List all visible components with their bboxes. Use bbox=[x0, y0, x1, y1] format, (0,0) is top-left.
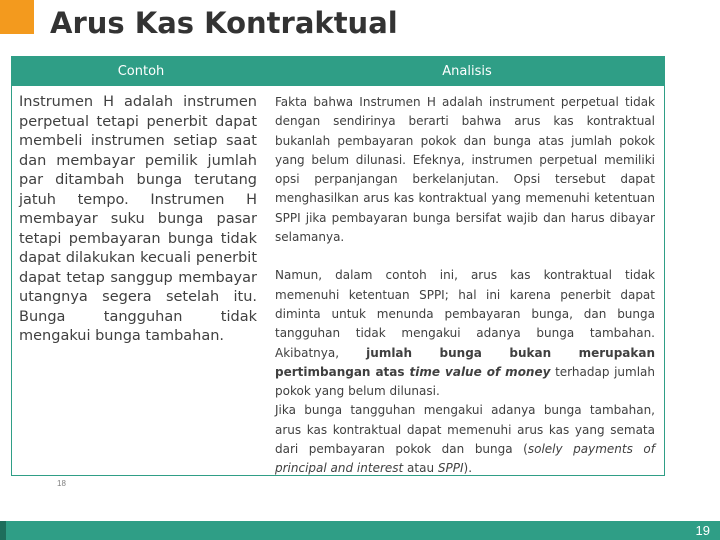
page-title: Arus Kas Kontraktual bbox=[50, 6, 398, 40]
analysis-p2-text: Namun, dalam contoh ini, arus kas kontraktual tidak memenuhi ketentuan SPPI; hal ini karena penerbit dapat diminta untuk menunda pembayaran bunga, dan bunga tangguhan tidak mengakui adanya bunga tambahan. Akibatnya, bbox=[275, 268, 655, 360]
header-contoh: Contoh bbox=[117, 64, 165, 79]
analysis-text bbox=[275, 93, 655, 479]
example-text bbox=[19, 93, 257, 347]
slide-number: 19 bbox=[695, 523, 710, 538]
header-analisis: Analisis bbox=[442, 64, 492, 79]
example-text-part1: Instrumen H adalah instrumen perpetual tetapi penerbit dapat membeli instrumen setiap saat dan membayar pemilik jumlah par ditambah bunga terutang jatuh tempo. bbox=[19, 94, 257, 208]
example-text-part2: Instrumen H membayar suku bunga pasar tetapi pembayaran bunga tidak dapat dilakukan kecuali penerbit dapat tetap sanggup membayar utangnya segera setelah itu. Bunga tangguhan tidak mengakui bunga tambahan. bbox=[19, 191, 258, 344]
analysis-p2-bold: jumlah bunga bukan merupakan pertimbangan atas bbox=[275, 345, 655, 379]
footer-bar bbox=[0, 521, 720, 540]
analysis-p3-italic: solely payments of principal and interest bbox=[275, 442, 655, 476]
analysis-paragraph-2 bbox=[275, 266, 655, 401]
analysis-p3-text: Jika bunga tangguhan mengakui adanya bunga tambahan, arus kas kontraktual dapat memenuhi arus kas yang semata dari pembayaran pokok dan bunga ( bbox=[275, 403, 655, 457]
analysis-paragraph-1: Fakta bahwa Instrumen H adalah instrument perpetual tidak dengan sendirinya berarti bahwa arus kas kontraktual bukanlah pembayaran pokok dan bunga atas jumlah pokok yang belum dilunasi. Efeknya, instrumen perpetual memiliki opsi perpanjangan berkelanjutan. Opsi tersebut dapat menghasilkan arus kas kontraktual yang memenuhi ketentuan SPPI jika pembayaran bunga bersifat wajib dan harus dibayar selamanya. bbox=[275, 95, 655, 245]
analysis-p2-bold-italic: time value of money bbox=[409, 364, 551, 379]
analysis-paragraph-3 bbox=[275, 401, 655, 478]
title-accent-square bbox=[0, 0, 34, 34]
analysis-p3-text-end: ). bbox=[463, 461, 473, 476]
footer-accent bbox=[0, 521, 6, 540]
analysis-p3-text-mid: atau bbox=[403, 461, 438, 476]
analysis-p3-italic-sppi: SPPI bbox=[437, 461, 464, 476]
table-header bbox=[12, 57, 664, 86]
analysis-p2-text-end: terhadap jumlah pokok yang belum dilunasi. bbox=[275, 364, 655, 399]
content-table bbox=[11, 56, 665, 476]
slide-number-small: 18 bbox=[57, 479, 66, 488]
